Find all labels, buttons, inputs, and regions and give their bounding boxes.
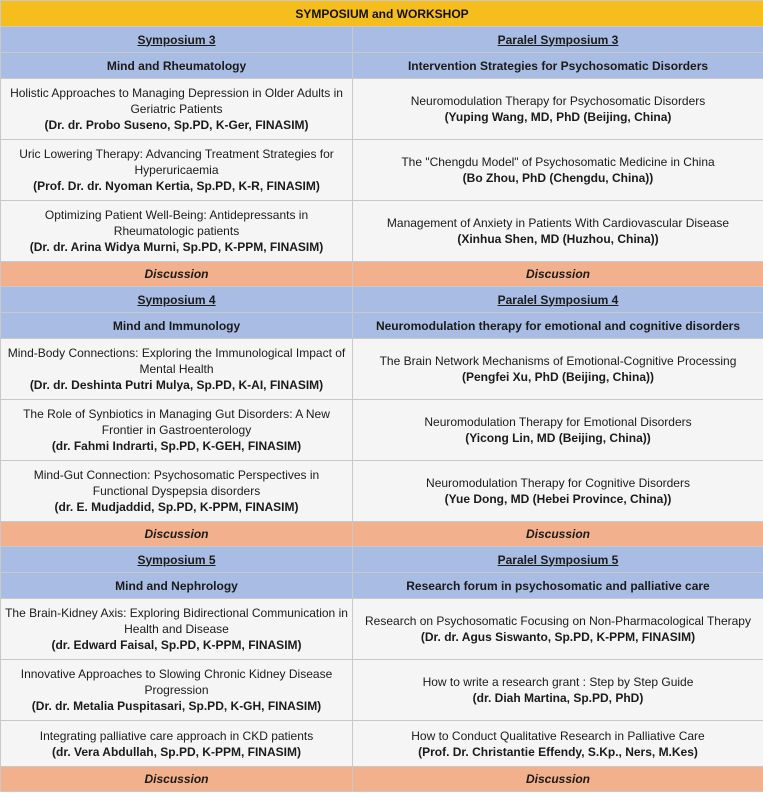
talk-title: Innovative Approaches to Slowing Chronic Kidney Disease Progression [20, 667, 333, 697]
talk-speaker: (dr. Vera Abdullah, Sp.PD, K-PPM, FINASIM) [52, 744, 301, 759]
symposium-title: Symposium 4 [1, 287, 353, 313]
page-title: SYMPOSIUM and WORKSHOP [1, 1, 763, 27]
talk-speaker: (Yuping Wang, MD, PhD (Beijing, China) [444, 110, 672, 124]
talk-speaker: (Dr. dr. Probo Suseno, Sp.PD, K-Ger, FINASIM) [44, 118, 309, 132]
talk-speaker: (Bo Zhou, PhD (Chengdu, China)) [462, 171, 654, 185]
discussion-label: Discussion [353, 522, 763, 547]
talk-title: Holistic Approaches to Managing Depression in Older Adults in Geriatric Patients [10, 86, 343, 116]
talk-title: Uric Lowering Therapy: Advancing Treatment Strategies for Hyperuricaemia [19, 147, 334, 177]
talk-cell [353, 660, 763, 721]
talk-cell [353, 599, 763, 660]
discussion-label: Discussion [1, 522, 353, 547]
talk-cell [1, 461, 353, 522]
talk-cell [1, 79, 353, 140]
talk-title: Research on Psychosomatic Focusing on Non-Pharmacological Therapy [365, 614, 751, 628]
talk-speaker: (dr. Fahmi Indrarti, Sp.PD, K-GEH, FINASIM) [51, 439, 302, 453]
talk-title: Neuromodulation Therapy for Emotional Disorders [424, 415, 692, 429]
symposium-title: Symposium 3 [1, 27, 353, 53]
talk-title: The Brain-Kidney Axis: Exploring Bidirectional Communication in Health and Disease [5, 606, 348, 636]
discussion-label: Discussion [1, 262, 353, 287]
talk-speaker: (Yue Dong, MD (Hebei Province, China)) [444, 492, 672, 506]
talk-title: Integrating palliative care approach in CKD patients [39, 728, 314, 743]
discussion-label: Discussion [1, 767, 353, 792]
talk-cell [1, 721, 353, 767]
talk-cell [353, 140, 763, 201]
topic-heading: Neuromodulation therapy for emotional and cognitive disorders [353, 313, 763, 339]
talk-speaker: (dr. Diah Martina, Sp.PD, PhD) [472, 691, 644, 705]
talk-title: The Role of Synbiotics in Managing Gut Disorders: A New Frontier in Gastroenterology [23, 407, 330, 437]
symposium-title: Paralel Symposium 4 [353, 287, 763, 313]
talk-speaker: (Prof. Dr. Christantie Effendy, S.Kp., Ners, M.Kes) [418, 744, 698, 759]
talk-cell [1, 400, 353, 461]
topic-heading: Intervention Strategies for Psychosomatic Disorders [353, 53, 763, 79]
talk-speaker: (Dr. dr. Arina Widya Murni, Sp.PD, K-PPM, FINASIM) [29, 240, 324, 254]
talk-title: Neuromodulation Therapy for Cognitive Disorders [426, 476, 690, 490]
symposium-title: Symposium 5 [1, 547, 353, 573]
talk-cell [1, 660, 353, 721]
talk-title: The Brain Network Mechanisms of Emotional-Cognitive Processing [379, 354, 737, 368]
talk-cell [353, 339, 763, 400]
discussion-label: Discussion [353, 767, 763, 792]
talk-title: How to Conduct Qualitative Research in Palliative Care [411, 728, 705, 743]
talk-cell [353, 721, 763, 767]
topic-heading: Mind and Nephrology [1, 573, 353, 599]
talk-speaker: (dr. Edward Faisal, Sp.PD, K-PPM, FINASIM) [51, 638, 302, 652]
talk-speaker: (Pengfei Xu, PhD (Beijing, China)) [462, 370, 654, 384]
talk-speaker: (Dr. dr. Deshinta Putri Mulya, Sp.PD, K-AI, FINASIM) [29, 378, 324, 392]
talk-cell [353, 79, 763, 140]
talk-title: Optimizing Patient Well-Being: Antidepressants in Rheumatologic patients [44, 208, 309, 238]
discussion-label: Discussion [353, 262, 763, 287]
talk-title: How to write a research grant : Step by Step Guide [422, 675, 694, 689]
talk-speaker: (Dr. dr. Agus Siswanto, Sp.PD, K-PPM, FINASIM) [420, 630, 696, 644]
talk-title: Mind-Gut Connection: Psychosomatic Perspectives in Functional Dyspepsia disorders [33, 468, 320, 498]
talk-cell [353, 400, 763, 461]
talk-title: Management of Anxiety in Patients With Cardiovascular Disease [386, 216, 730, 230]
topic-heading: Research forum in psychosomatic and palliative care [353, 573, 763, 599]
talk-speaker: (Yicong Lin, MD (Beijing, China)) [465, 431, 651, 445]
talk-speaker: (dr. E. Mudjaddid, Sp.PD, K-PPM, FINASIM) [54, 500, 299, 514]
talk-title: The "Chengdu Model" of Psychosomatic Medicine in China [401, 155, 715, 169]
talk-cell [353, 201, 763, 262]
talk-cell [1, 140, 353, 201]
topic-heading: Mind and Immunology [1, 313, 353, 339]
symposium-title: Paralel Symposium 5 [353, 547, 763, 573]
talk-cell [1, 599, 353, 660]
symposium-title: Paralel Symposium 3 [353, 27, 763, 53]
topic-heading: Mind and Rheumatology [1, 53, 353, 79]
talk-cell [1, 339, 353, 400]
talk-cell [353, 461, 763, 522]
talk-speaker: (Prof. Dr. dr. Nyoman Kertia, Sp.PD, K-R, FINASIM) [33, 179, 320, 193]
talk-title: Mind-Body Connections: Exploring the Immunological Impact of Mental Health [7, 346, 346, 376]
talk-speaker: (Dr. dr. Metalia Puspitasari, Sp.PD, K-GH, FINASIM) [31, 699, 322, 713]
talk-speaker: (Xinhua Shen, MD (Huzhou, China)) [457, 232, 659, 246]
talk-title: Neuromodulation Therapy for Psychosomatic Disorders [410, 94, 706, 108]
talk-cell [1, 201, 353, 262]
